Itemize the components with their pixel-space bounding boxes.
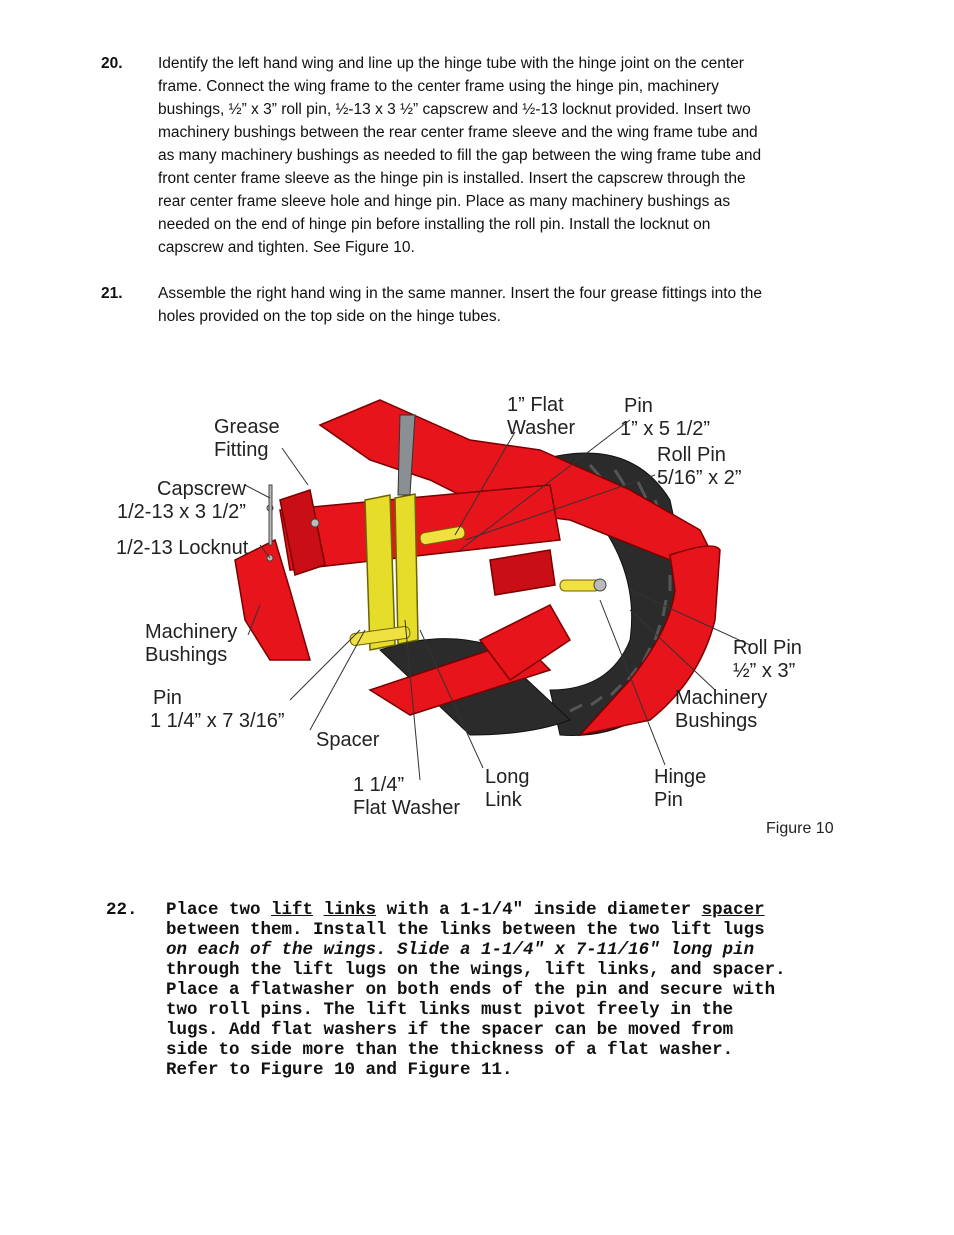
label-flat-washer-1-1-4: 1 1/4” Flat Washer (353, 774, 461, 819)
step-number: 22. (106, 900, 138, 920)
label-roll-pin-5-16: Roll Pin 5/16” x 2” (657, 444, 742, 489)
text-line: as many machinery bushings as needed to fill the gap between the wing frame tube and (158, 147, 762, 164)
step-20 (101, 52, 861, 262)
step-text (158, 282, 762, 328)
label-pin-top: Pin 1” x 5 1/2” (620, 395, 711, 440)
label-capscrew: Capscrew 1/2-13 x 3 1/2” (117, 478, 246, 523)
text-line: Refer to Figure 10 and Figure 11. (166, 1060, 513, 1080)
step-22 (106, 898, 906, 1088)
text-line: Identify the left hand wing and line up the hinge tube with the hinge joint on the center (158, 55, 744, 72)
label-grease-fitting: Grease Fitting (214, 416, 280, 461)
text-line: between them. Install the links between the two lift lugs (166, 920, 765, 940)
step-text (166, 900, 786, 1080)
label-flat-washer-1: 1” Flat Washer (507, 394, 576, 439)
text-line: machinery bushings between the rear center frame sleeve and the wing frame tube and (158, 124, 758, 141)
text-line: lugs. Add flat washers if the spacer can be moved from (166, 1020, 734, 1040)
text-line: needed on the end of hinge pin before installing the roll pin. Install the locknut on (158, 216, 711, 233)
label-machinery-bushings-left: Machinery Bushings (145, 621, 238, 666)
label-spacer: Spacer (316, 729, 380, 751)
step-21 (101, 282, 861, 332)
label-pin-left: Pin 1 1/4” x 7 3/16” (150, 687, 285, 732)
label-roll-pin-half: Roll Pin ½” x 3” (733, 637, 802, 682)
figure-10 (110, 390, 870, 850)
lift-rod (398, 415, 415, 495)
step-text (158, 52, 761, 259)
text-line: Place a flatwasher on both ends of the pin and secure with (166, 980, 776, 1000)
figure-caption: Figure 10 (766, 820, 834, 837)
text-line: on each of the wings. Slide a 1-1/4" x 7-11/16" long pin (166, 940, 755, 960)
text-line: Assemble the right hand wing in the same manner. Insert the four grease fittings into the (158, 285, 762, 302)
text-line: through the lift lugs on the wings, lift links, and spacer. (166, 960, 786, 980)
text-line: bushings, ½” x 3” roll pin, ½-13 x 3 ½” capscrew and ½-13 locknut provided. Insert two (158, 101, 751, 118)
text-line: side to side more than the thickness of a flat washer. (166, 1040, 734, 1060)
text-line: holes provided on the top side on the hinge tubes. (158, 308, 501, 325)
text-line: front center frame sleeve as the hinge pin is installed. Insert the capscrew through the (158, 170, 746, 187)
label-machinery-bushings-right: Machinery Bushings (675, 687, 768, 732)
text-line: Place two lift links with a 1-1/4" inside diameter spacer (166, 900, 765, 920)
label-long-link: Long Link (485, 766, 530, 811)
text-line: two roll pins. The lift links must pivot freely in the (166, 1000, 734, 1020)
text-line: frame. Connect the wing frame to the center frame using the hinge pin, machinery (158, 78, 719, 95)
label-hinge-pin: Hinge Pin (654, 766, 707, 811)
step-number: 20. (101, 55, 123, 72)
label-locknut: 1/2-13 Locknut (116, 537, 249, 559)
text-line: capscrew and tighten. See Figure 10. (158, 239, 415, 256)
step-number: 21. (101, 285, 123, 302)
text-line: rear center frame sleeve hole and hinge pin. Place as many machinery bushings as (158, 193, 731, 210)
